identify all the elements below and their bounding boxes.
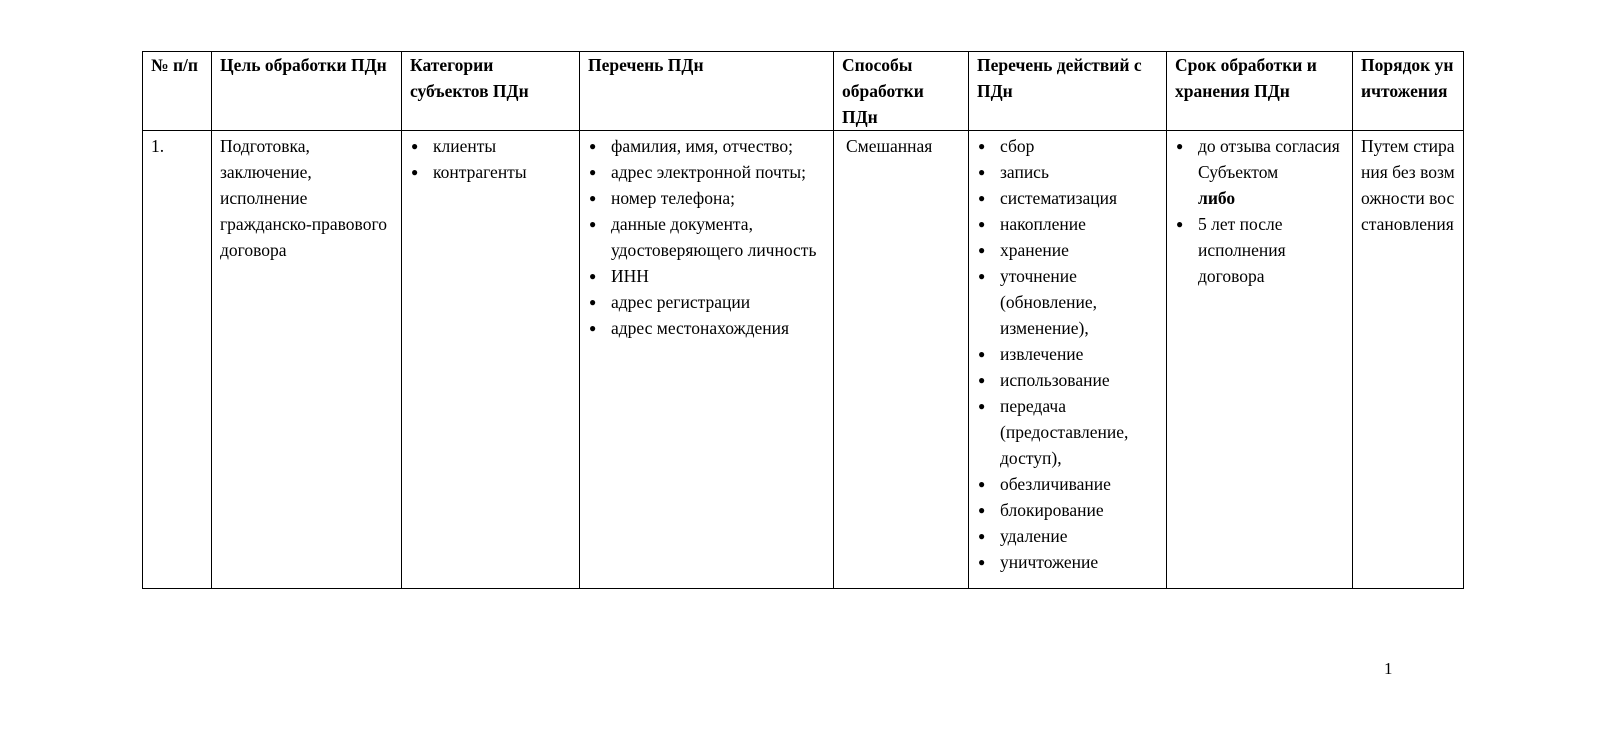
actions-list: [977, 133, 1158, 575]
term-item-1: до отзыва согласия Субъектом: [1198, 136, 1340, 182]
list-item: [977, 185, 1158, 211]
personal-data-table: [142, 51, 1464, 589]
bullet-icon: ●: [978, 165, 986, 179]
list-item-label: блокирование: [1000, 500, 1104, 520]
list-item: [588, 211, 825, 263]
bullet-icon: ●: [978, 217, 986, 231]
bullet-icon: ●: [1176, 217, 1184, 231]
header-purpose: Цель обработки ПДн: [212, 52, 402, 131]
list-item: [410, 133, 571, 159]
bullet-icon: ●: [589, 295, 597, 309]
bullet-icon: ●: [589, 165, 597, 179]
bullet-icon: ●: [978, 347, 986, 361]
list-item-label: адрес электронной почты;: [611, 162, 807, 182]
list-item-label: использование: [1000, 370, 1110, 390]
list-item-label: извлечение: [1000, 344, 1084, 364]
list-item-label: адрес регистрации: [611, 292, 751, 312]
list-item-label: систематизация: [1000, 188, 1118, 208]
list-item-label: клиенты: [433, 136, 497, 156]
header-term: Срок обработки и хранения ПДн: [1167, 52, 1353, 131]
bullet-icon: ●: [589, 217, 597, 231]
term-item-2: 5 лет после исполнения договора: [1198, 214, 1286, 286]
list-item-label: передача (предоставление, доступ),: [1000, 396, 1129, 468]
row-data-list: [580, 131, 834, 589]
list-item: [588, 315, 825, 341]
bullet-icon: ●: [978, 555, 986, 569]
list-item: [410, 159, 571, 185]
bullet-icon: ●: [978, 477, 986, 491]
bullet-icon: ●: [589, 139, 597, 153]
list-item: [977, 263, 1158, 341]
row-purpose: Подготовка, заключение, исполнение гражданско-правового договора: [212, 131, 402, 589]
bullet-icon: ●: [1176, 139, 1184, 153]
table-row: [143, 131, 1464, 589]
list-item: [588, 133, 825, 159]
header-number: № п/п: [143, 52, 212, 131]
header-actions: Перечень действий с ПДн: [969, 52, 1167, 131]
row-actions: [969, 131, 1167, 589]
header-destruction: Порядок уничтожения: [1353, 52, 1464, 131]
list-item: [977, 523, 1158, 549]
list-item-label: адрес местонахождения: [611, 318, 790, 338]
list-item-label: контрагенты: [433, 162, 527, 182]
list-item: [1175, 133, 1344, 211]
list-item: [977, 549, 1158, 575]
data-list: [588, 133, 825, 341]
list-item: [588, 159, 825, 185]
bullet-icon: ●: [978, 191, 986, 205]
header-data-list: Перечень ПДн: [580, 52, 834, 131]
bullet-icon: ●: [589, 321, 597, 335]
list-item: [977, 237, 1158, 263]
bullet-icon: ●: [978, 399, 986, 413]
header-row: [143, 52, 1464, 131]
list-item: [977, 341, 1158, 367]
list-item: [588, 289, 825, 315]
bullet-icon: ●: [411, 139, 419, 153]
bullet-icon: ●: [978, 373, 986, 387]
list-item-label: хранение: [1000, 240, 1069, 260]
bullet-icon: ●: [978, 243, 986, 257]
list-item: [1175, 211, 1344, 289]
list-item: [977, 471, 1158, 497]
list-item-label: запись: [1000, 162, 1049, 182]
bullet-icon: ●: [978, 139, 986, 153]
bullet-icon: ●: [589, 269, 597, 283]
list-item: [977, 159, 1158, 185]
list-item-label: уничтожение: [1000, 552, 1099, 572]
categories-list: [410, 133, 571, 185]
list-item: [588, 185, 825, 211]
bullet-icon: ●: [978, 503, 986, 517]
list-item: [977, 211, 1158, 237]
list-item: [977, 133, 1158, 159]
list-item-label: ИНН: [611, 266, 649, 286]
row-number: 1.: [143, 131, 212, 589]
row-categories: [402, 131, 580, 589]
row-term: [1167, 131, 1353, 589]
bullet-icon: ●: [411, 165, 419, 179]
list-item: [977, 393, 1158, 471]
list-item-label: обезличивание: [1000, 474, 1111, 494]
list-item: [977, 367, 1158, 393]
bullet-icon: ●: [589, 191, 597, 205]
list-item-label: номер телефона;: [611, 188, 735, 208]
list-item: [977, 497, 1158, 523]
term-list: [1175, 133, 1344, 289]
list-item-label: данные документа, удостоверяющего личность: [611, 214, 817, 260]
list-item-label: уточнение (обновление, изменение),: [1000, 266, 1098, 338]
list-item: [588, 263, 825, 289]
list-item-label: фамилия, имя, отчество;: [611, 136, 794, 156]
list-item-label: накопление: [1000, 214, 1086, 234]
list-item-label: удаление: [1000, 526, 1068, 546]
row-method: Смешанная: [834, 131, 969, 589]
header-method: Способы обработки ПДн: [834, 52, 969, 131]
list-item-label: сбор: [1000, 136, 1035, 156]
term-connector: либо: [1198, 188, 1236, 208]
bullet-icon: ●: [978, 269, 986, 283]
page-number: 1: [1384, 659, 1393, 678]
row-destruction: Путем стирания без возможности восстановления: [1353, 131, 1464, 589]
header-categories: Категории субъектов ПДн: [402, 52, 580, 131]
bullet-icon: ●: [978, 529, 986, 543]
